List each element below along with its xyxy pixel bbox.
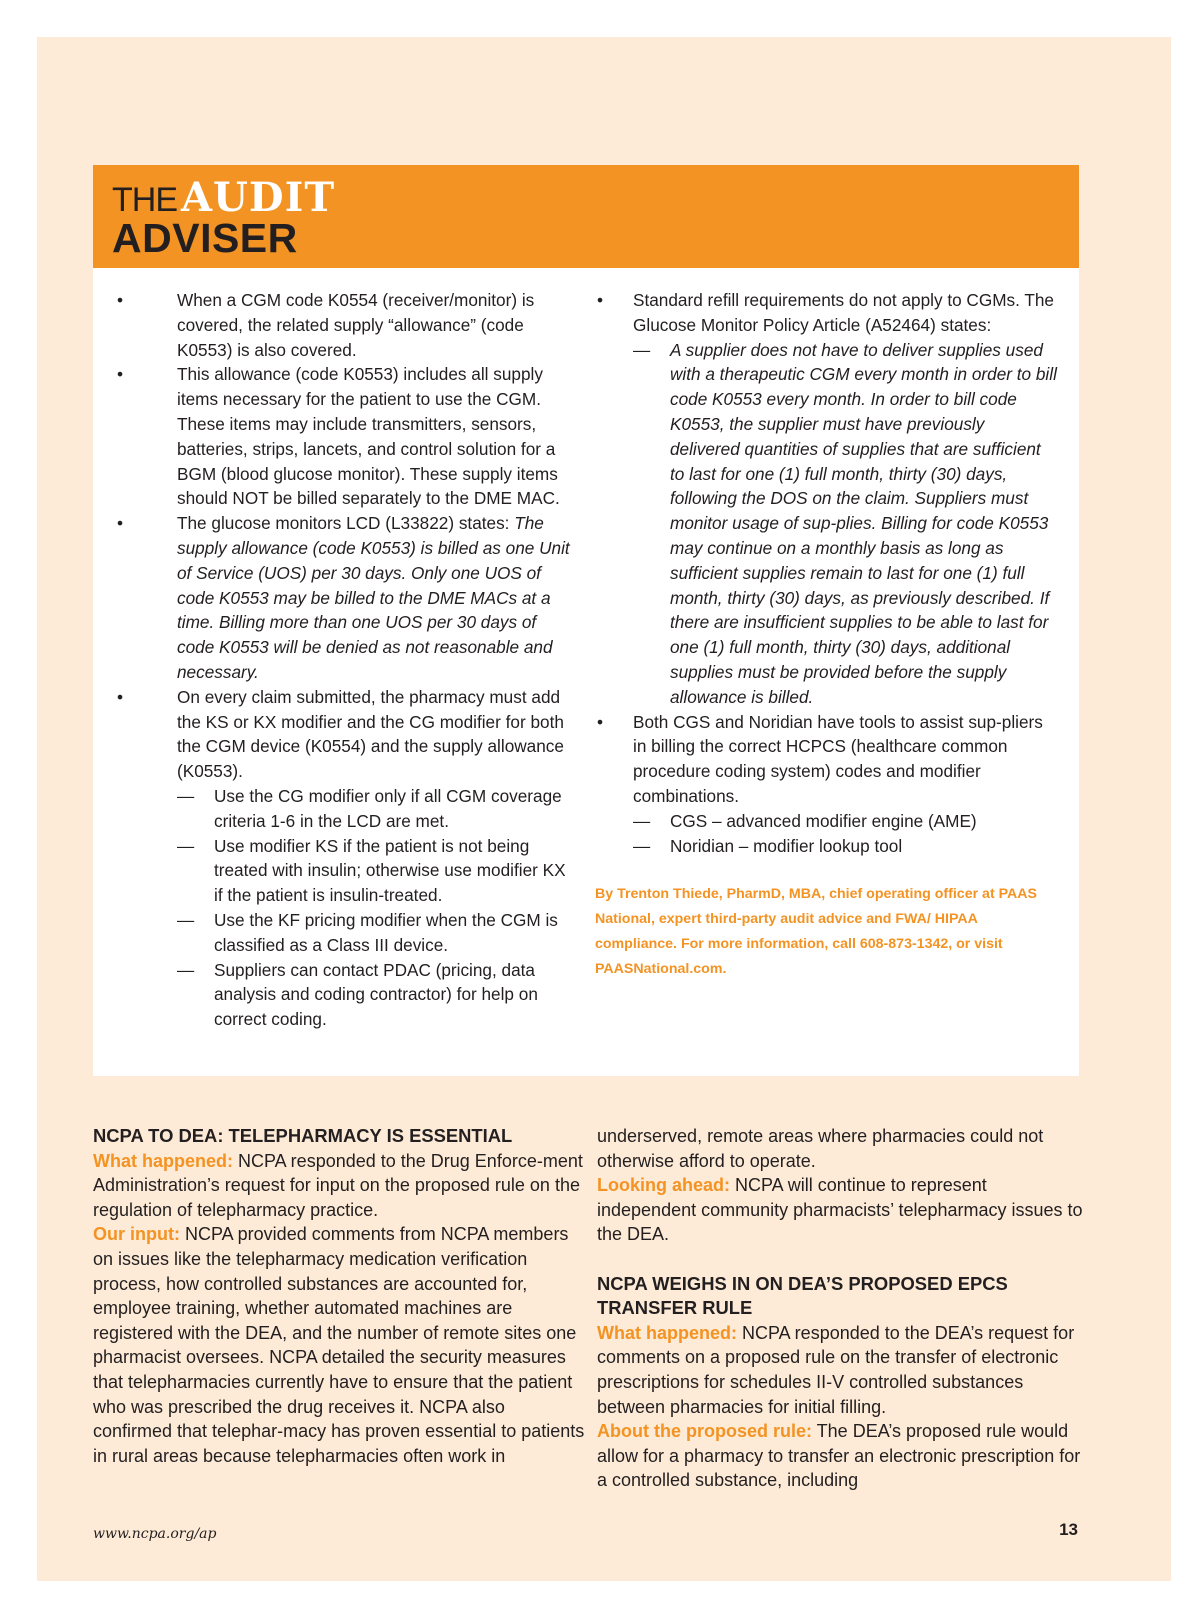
paragraph-label: What happened:: [93, 1150, 233, 1171]
sub-list-item: [115, 834, 578, 908]
list-item-text: On every claim submitted, the pharmacy must add the KS or KX modifier and the CG modifier for both the CGM device (K0554) and the supply allowance (K0553).: [177, 686, 564, 782]
article-paragraph: [597, 1173, 1087, 1247]
dash-glyph: —: [633, 339, 651, 360]
paragraph-text: The DEA’s proposed rule would allow for a pharmacy to transfer an electronic prescription for a controlled substance, including: [597, 1421, 1081, 1491]
audit-right-column: [595, 288, 1057, 982]
bullet-glyph: •: [117, 290, 124, 310]
sub-list-item-text: Suppliers can contact PDAC (pricing, data analysis and coding contractor) for help on correct coding.: [214, 959, 538, 1030]
list-item-text: Both CGS and Noridian have tools to assist sup-pliers in billing the correct HCPCS (healthcare common procedure coding system) codes and modifier combinations.: [633, 711, 1043, 806]
article-paragraph: [93, 1149, 585, 1223]
dash-glyph: —: [177, 835, 195, 856]
list-item: [595, 288, 1057, 338]
article-paragraph: [597, 1321, 1087, 1419]
title-the: THE: [112, 181, 177, 219]
sub-list-item-text: Use the KF pricing modifier when the CGM is classified as a Class III device.: [214, 909, 558, 955]
page-number: 13: [1059, 1520, 1078, 1539]
footer-url: www.ncpa.org/ap: [93, 1526, 217, 1542]
list-item: [115, 288, 578, 362]
audit-adviser-box: [93, 165, 1079, 1076]
sub-list-item: [115, 908, 578, 958]
paragraph-label: Our input:: [93, 1224, 180, 1245]
sub-list-item-text: CGS – advanced modifier engine (AME): [670, 810, 977, 831]
article-telepharmacy: [93, 1124, 585, 1468]
dash-glyph: —: [177, 785, 195, 806]
title-audit: AUDIT: [181, 174, 336, 221]
paragraph-text: NCPA responded to the Drug Enforce-ment Administration’s request for input on the proposed rule on the regulation of telepharmacy practice.: [93, 1150, 583, 1220]
article-paragraph-continued: underserved, remote areas where pharmacies could not otherwise afford to operate.: [597, 1126, 1044, 1171]
list-item-text: The glucose monitors LCD (L33822) states:: [177, 513, 515, 534]
dash-glyph: —: [633, 810, 651, 831]
paragraph-label: About the proposed rule:: [597, 1421, 812, 1442]
list-item-text: Standard refill requirements do not apply to CGMs. The Glucose Monitor Policy Article (A52464) states:: [633, 290, 1054, 335]
dash-glyph: —: [177, 909, 195, 930]
list-item: [595, 710, 1057, 809]
article-heading: NCPA WEIGHS IN ON DEA’S PROPOSED EPCS TRANSFER RULE: [597, 1272, 1008, 1319]
title-adviser: ADVISER: [112, 215, 298, 261]
audit-adviser-header: [93, 165, 1079, 268]
paragraph-gap: [597, 1247, 1087, 1272]
list-item: [115, 685, 578, 784]
sub-list-item-text: Noridian – modifier lookup tool: [670, 835, 903, 856]
sub-list-item: [595, 809, 1057, 834]
sub-list-item: [115, 784, 578, 834]
bullet-glyph: •: [117, 513, 124, 534]
lower-right-column: [597, 1124, 1087, 1493]
paragraph-label: Looking ahead:: [597, 1175, 731, 1196]
bullet-glyph: •: [597, 711, 604, 732]
article-paragraph: [597, 1419, 1087, 1493]
paragraph-text: NCPA provided comments from NCPA members on issues like the telepharmacy medication verification process, how controlled substances are accounted for, employee training, whether automated machines are registered with the DEA, and the number of remote sites one pharmacist oversees. NCPA detailed the security measures that telepharmacies currently have to ensure that the patient who was prescribed the drug receives it. NCPA also confirmed that telephar-macy has proven essential to patients in rural areas because telepharmacies often work in: [93, 1224, 585, 1466]
paragraph-text: NCPA responded to the DEA’s request for comments on a proposed rule on the transfer of electronic prescriptions for schedules II-V controlled substances between pharmacies for initial filling.: [597, 1322, 1075, 1417]
sub-list-item-text: Use the CG modifier only if all CGM coverage criteria 1-6 in the LCD are met.: [214, 785, 562, 831]
bullet-glyph: •: [597, 290, 604, 310]
sub-list-item-text: Use modifier KS if the patient is not being treated with insulin; otherwise use modifier KX if the patient is insulin-treated.: [214, 835, 566, 906]
article-paragraph: [93, 1222, 585, 1468]
list-item-text: When a CGM code K0554 (receiver/monitor) is covered, the related supply “allowance” (code K0553) is also covered.: [177, 290, 535, 360]
list-item-quote: The supply allowance (code K0553) is billed as one Unit of Service (UOS) per 30 days. Only one UOS of code K0553 may be billed to the DME MACs at a time. Billing more than one UOS per 30 days of code K0553 will be denied as not reasonable and necessary.: [177, 513, 570, 682]
sub-list-item: [595, 834, 1057, 859]
sub-list-item-quote: A supplier does not have to deliver supplies used with a therapeutic CGM every month in order to bill code K0553 every month. In order to bill code K0553, the supplier must have previously delivered quantities of supplies that are sufficient to last for one (1) full month, thirty (30) days, following the DOS on the claim. Suppliers must monitor usage of sup-plies. Billing for code K0553 may continue on a monthly basis as long as sufficient supplies remain to last for one (1) full month, thirty (30) days, as previously described. If there are insufficient supplies to be able to last for one (1) full month, thirty (30) days, additional supplies must be provided before the supply allowance is billed.: [670, 339, 1057, 707]
list-item-text: This allowance (code K0553) includes all supply items necessary for the patient to use the CGM. These items may include transmitters, sensors, batteries, strips, lancets, and control solution for a BGM (blood glucose monitor). These supply items should NOT be billed separately to the DME MAC.: [177, 364, 560, 509]
paragraph-label: What happened:: [597, 1322, 737, 1343]
bullet-glyph: •: [117, 364, 124, 385]
audit-left-column: [115, 288, 578, 1032]
bullet-glyph: •: [117, 686, 124, 707]
dash-glyph: —: [177, 959, 195, 980]
author-byline: By Trenton Thiede, PharmD, MBA, chief operating officer at PAAS National, expert third-party audit advice and FWA/ HIPAA compliance. For more information, call 608-873-1342, or visit PAASNational.com.: [595, 886, 1037, 977]
paragraph-text: NCPA will continue to represent independent community pharmacists’ telepharmacy issues to the DEA.: [597, 1175, 1083, 1245]
list-item: [115, 511, 578, 685]
list-item: [115, 362, 578, 511]
article-heading: NCPA TO DEA: TELEPHARMACY IS ESSENTIAL: [93, 1125, 513, 1146]
sub-list-item: [595, 338, 1057, 710]
sub-list-item: [115, 958, 578, 1032]
dash-glyph: —: [633, 835, 651, 856]
